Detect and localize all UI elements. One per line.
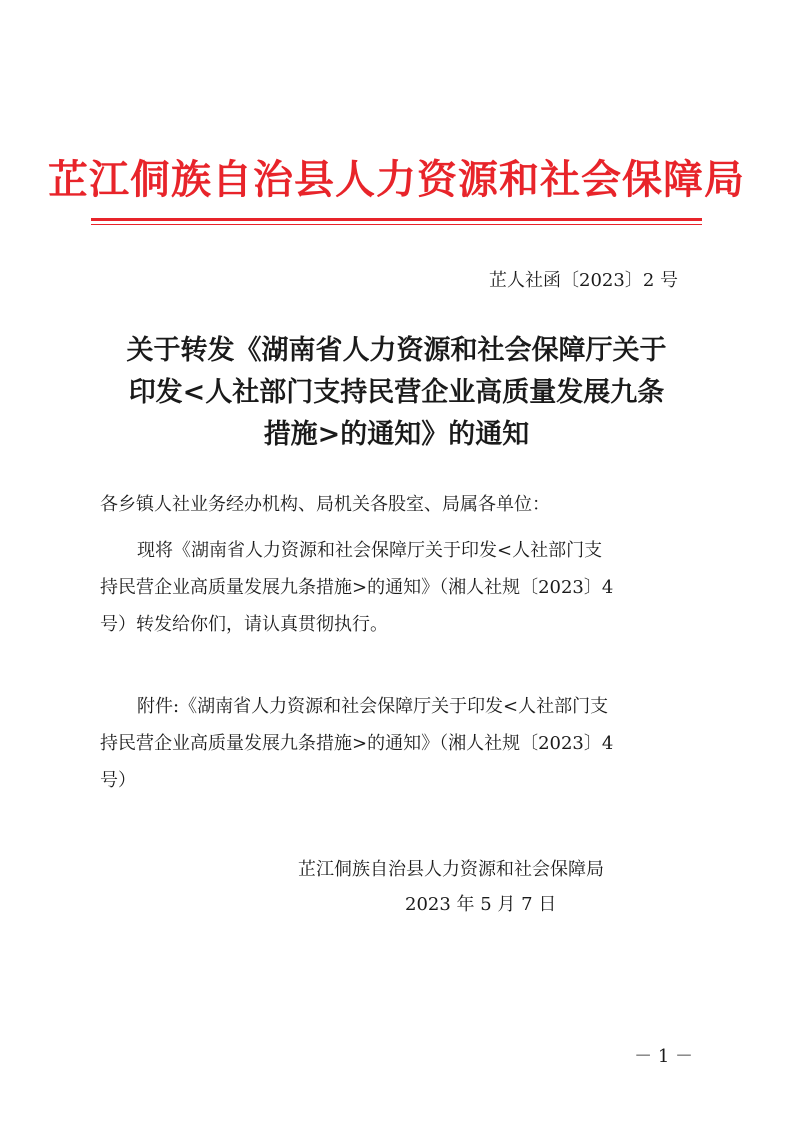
body-line: 号）转发给你们，请认真贯彻执行。 xyxy=(100,614,388,635)
header-red-rule-thick xyxy=(91,218,702,221)
signature-date: 2023 年 5 月 7 日 xyxy=(405,894,557,915)
document-title-line: 关于转发《湖南省人力资源和社会保障厅关于 xyxy=(126,335,667,366)
attachment-line: 持民营企业高质量发展九条措施>的通知》（湘人社规〔2023〕4 xyxy=(100,733,614,754)
document-title-line: 印发<人社部门支持民营企业高质量发展九条 xyxy=(128,377,665,408)
document-title-line: 措施>的通知》的通知 xyxy=(263,419,530,450)
header-red-rule-thin xyxy=(91,224,702,225)
signature-organization: 芷江侗族自治县人力资源和社会保障局 xyxy=(298,859,604,880)
attachment-line: 附件:《湖南省人力资源和社会保障厅关于印发<人社部门支 xyxy=(137,696,609,717)
body-line: 现将《湖南省人力资源和社会保障厅关于印发<人社部门支 xyxy=(137,540,603,561)
page-number: － 1 － xyxy=(634,1046,693,1067)
salutation: 各乡镇人社业务经办机构、局机关各股室、局属各单位： xyxy=(100,494,550,515)
attachment-line: 号） xyxy=(100,770,136,791)
document-number: 芷人社函〔2023〕2 号 xyxy=(489,270,678,291)
document-title xyxy=(100,330,693,456)
attachment-paragraph xyxy=(100,688,700,799)
body-line: 持民营企业高质量发展九条措施>的通知》（湘人社规〔2023〕4 xyxy=(100,577,614,598)
issuing-authority-header: 芷江侗族自治县人力资源和社会保障局 xyxy=(48,157,745,203)
body-paragraph xyxy=(100,532,700,643)
